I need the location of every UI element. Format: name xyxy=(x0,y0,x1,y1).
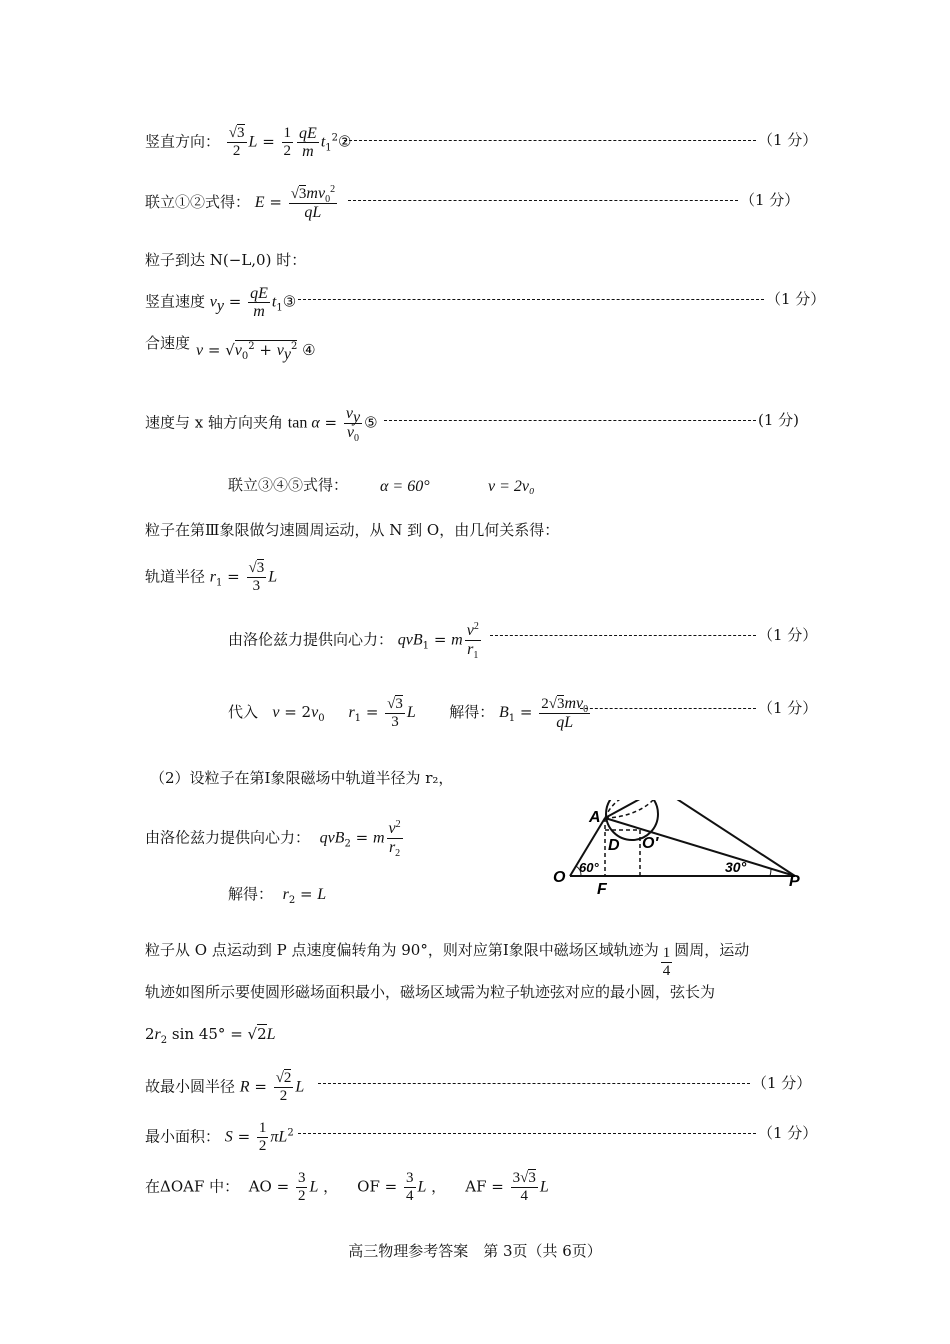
dashed-leader xyxy=(580,708,756,709)
eq-v: v = 2v₀ xyxy=(488,478,535,495)
dashed-leader xyxy=(298,299,764,300)
line-resultant-velocity xyxy=(145,333,190,353)
line-label: 竖直方向： xyxy=(145,132,221,151)
line-label: 竖直速度 xyxy=(145,292,206,311)
score: （1 分） xyxy=(758,131,818,149)
eq-resultant-velocity: $v = √v_0^2 + v_y^2$ ④ xyxy=(196,341,316,363)
line-chord: $2r_2$ sin 45° = √2L xyxy=(145,1025,276,1046)
geometry-figure xyxy=(545,800,815,900)
dashed-leader xyxy=(490,635,756,636)
line-part-2: （2）设粒子在第Ⅰ象限磁场中轨道半径为 r₂， xyxy=(150,769,454,787)
line-label: 代入 xyxy=(228,703,259,721)
line-label: 轨道半径 xyxy=(145,567,206,586)
line-label: 解得： xyxy=(228,885,274,903)
line-label: 解得： xyxy=(449,703,495,721)
line-label: 故最小圆半径 xyxy=(145,1077,236,1096)
page-footer: 高三物理参考答案 第 3页（共 6页） xyxy=(348,1242,602,1260)
line-min-radius: 故最小圆半径 R = $\frac{√2}{2}$ L xyxy=(145,1070,305,1104)
line-combine-e: 联立①②式得： E = $\frac{√3mv_0^2}{qL}$ xyxy=(145,184,336,221)
line-vertical-direction: 竖直方向： $\frac{√3}{2}$ L = $\frac{1}{2}$ $\frac{qE}{m}$ $t_1^2②$ xyxy=(145,125,352,160)
line-label: 合速度 xyxy=(145,334,191,352)
dashed-leader xyxy=(318,1083,750,1084)
line-lorentz-2: 由洛伦兹力提供向心力： qvB$_2$ = m $\frac{v^2}{r_2}$ xyxy=(145,819,401,859)
line-label: 速度与 x 轴方向夹角 xyxy=(145,413,283,432)
line-substitute: 代入 $v = 2v_0$ $r_1$ = $\frac{√3}{3}$ L 解得： $B_1$ = $\frac{2√3mv_0}{qL}$ xyxy=(228,695,589,731)
line-velocity-angle: 速度与 x 轴方向夹角 tan α = $\frac{v_y}{v_0}$ ⑤ xyxy=(145,405,378,444)
score: （1 分） xyxy=(758,626,818,644)
line-min-area: 最小面积： S = $\frac{1}{2}$ $\pi L^2$ xyxy=(145,1120,294,1154)
label-o: O xyxy=(553,869,566,886)
angle-label-30: 30° xyxy=(725,859,747,875)
line-label: 在ΔOAF 中： xyxy=(145,1177,240,1196)
line-label: 联立①②式得： xyxy=(145,193,251,211)
line-solve-r2: 解得： $r_2 = L$ xyxy=(228,885,327,906)
line-text: 粒子从 O 点运动到 P 点速度偏转角为 90°，则对应第Ⅰ象限中磁场区域轨迹为 xyxy=(145,941,659,959)
line-orbit-radius: 轨道半径 $r_1$ = $\frac{√3}{3}$ L xyxy=(145,560,278,594)
label-d: D xyxy=(608,837,620,854)
line-tangent xyxy=(605,800,660,818)
score: （1 分） xyxy=(752,1074,812,1092)
label-f: F xyxy=(597,881,607,898)
line-deflection: 粒子从 O 点运动到 P 点速度偏转角为 90°，则对应第Ⅰ象限中磁场区域轨迹为 $\frac{1}{4}$ 圆周，运动 xyxy=(145,941,750,979)
line-label: 由洛伦兹力提供向心力： xyxy=(228,630,394,649)
label-o-prime: O′ xyxy=(642,835,659,852)
label-p: P xyxy=(789,873,800,890)
score: (1 分) xyxy=(758,411,800,429)
angle-arc-right xyxy=(770,869,771,876)
score: （1 分） xyxy=(758,699,818,717)
score: （1 分） xyxy=(766,290,826,308)
dashed-leader xyxy=(348,200,738,201)
dashed-leader xyxy=(384,420,756,421)
score: （1 分） xyxy=(758,1124,818,1142)
fraction: $\frac{√3}{2}$ xyxy=(228,125,245,159)
line-combine-alpha xyxy=(228,475,348,495)
line-vertical-velocity: 竖直速度 $v_y$ = $\frac{qE}{m}$ $t_1③$ xyxy=(145,285,297,320)
line-ap xyxy=(605,818,795,876)
eq-alpha: α = 60° xyxy=(380,478,430,495)
label-a: A xyxy=(589,809,601,826)
line-label: 最小面积： xyxy=(145,1127,221,1146)
line-lorentz-1: 由洛伦兹力提供向心力： qvB$_1$ = m $\frac{v^2}{r_1}$ xyxy=(228,621,479,661)
score: （1 分） xyxy=(740,191,800,209)
line-text: 圆周，运动 xyxy=(674,941,750,959)
line-label: 联立③④⑤式得： xyxy=(228,476,349,494)
line-reach-n: 粒子到达 N(−L,0) 时： xyxy=(145,251,307,269)
line-trajectory: 轨迹如图所示要使圆形磁场面积最小，磁场区域需为粒子轨迹弦对应的最小圆，弦长为 xyxy=(145,983,716,1001)
line-label: 由洛伦兹力提供向心力： xyxy=(145,828,311,847)
line-third-quadrant: 粒子在第Ⅲ象限做匀速圆周运动，从 N 到 O，由几何关系得： xyxy=(145,521,560,539)
line-triangle-oaf: 在ΔOAF 中： AO = $\frac{3}{2}$ L ， OF = $\frac{3}{4}$ L ， AF = $\frac{3√3}{4}$ L xyxy=(145,1170,549,1204)
angle-label-60: 60° xyxy=(579,860,599,875)
dashed-leader xyxy=(344,140,756,141)
dashed-leader xyxy=(298,1133,756,1134)
